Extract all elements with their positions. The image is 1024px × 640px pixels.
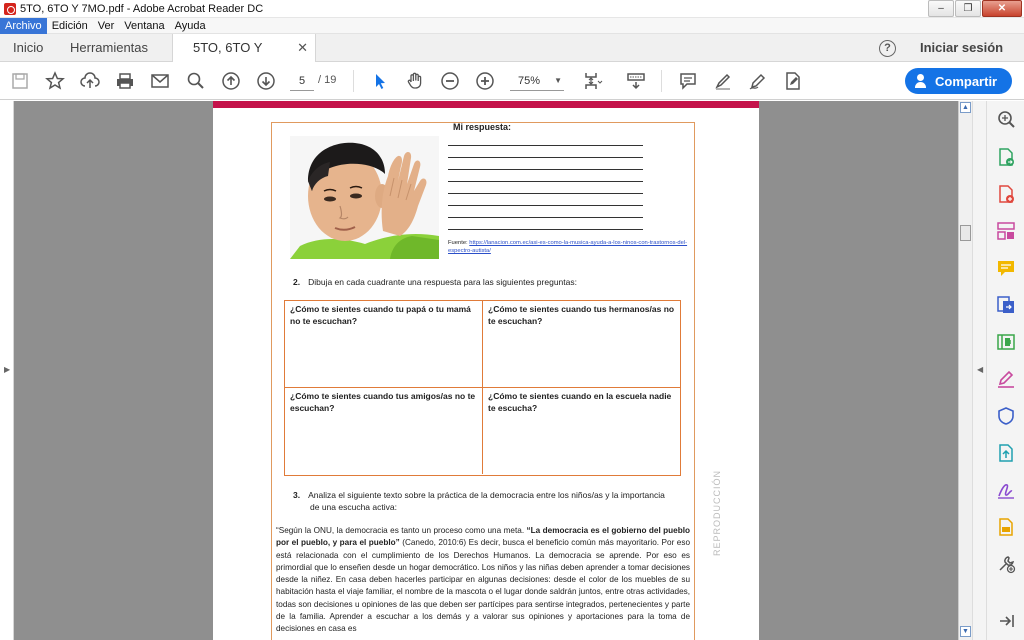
- draw-sign-icon[interactable]: [747, 70, 769, 92]
- window-controls: [927, 0, 1022, 18]
- paragraph-start: “Según la ONU, la democracia es tanto un proceso como una meta.: [276, 526, 527, 535]
- question-3: [293, 489, 693, 513]
- star-icon[interactable]: [44, 70, 66, 92]
- scroll-mode-icon[interactable]: [625, 70, 647, 92]
- tab-tools[interactable]: Herramientas: [70, 40, 149, 55]
- page-number-input[interactable]: [290, 71, 314, 91]
- menu-bar: [0, 18, 1024, 34]
- scroll-up-icon[interactable]: ▲: [960, 102, 971, 113]
- request-signature-icon[interactable]: [996, 480, 1016, 500]
- menu-ventana[interactable]: Ventana: [124, 19, 165, 32]
- paragraph-rest: (Canedo, 2010:6) Es decir, busca el beneficio común más mayoritario. Por eso está relacionada con el cumplimiento de los Derechos Humanos. La democracia se aprende. Por eso es primordial que lo enseñen desde un hogar democrático. Los niños y las niñas deben aprender a tomar decisiones desde la niñez. En casa deben hacerles participar en algunas decisiones: desde el color de los muebles de su habitación hasta el viaje familiar, el nombre de la mascota o el lugar donde saldrán juntos, entre otras actividades, todas son decisiones u opiniones de las que deben ser partícipes para sentirse integrados, pertenecientes y parte de la familia. Aprender a escuchar a los demás y a valorar sus opiniones y aportaciones para la toma de decisiones en casa es: [276, 538, 690, 634]
- page-header-band: [213, 101, 759, 108]
- answer-line: [448, 145, 643, 146]
- acrobat-app-icon: [4, 3, 16, 15]
- toolbar-divider: [353, 70, 354, 92]
- export-pdf-icon[interactable]: [996, 147, 1016, 167]
- source-label: Fuente:: [448, 240, 470, 246]
- answer-heading: Mi respuesta:: [453, 122, 512, 132]
- question-2-text: Dibuja en cada cuadrante una respuesta para las siguientes preguntas:: [308, 277, 577, 287]
- stamp-tool-icon[interactable]: [996, 517, 1016, 537]
- hand-tool-icon[interactable]: [404, 70, 426, 92]
- menu-edicion[interactable]: Edición: [51, 19, 88, 32]
- share-button[interactable]: [905, 68, 1012, 94]
- title-bar: [0, 0, 1024, 18]
- fill-and-sign-icon[interactable]: [996, 369, 1016, 389]
- source-citation: [448, 239, 688, 255]
- zoom-out-icon[interactable]: [439, 70, 461, 92]
- zoom-search-icon[interactable]: [185, 70, 207, 92]
- menu-ver[interactable]: Ver: [97, 19, 115, 32]
- tools-pane: [986, 101, 1024, 640]
- upload-cloud-icon[interactable]: [79, 70, 101, 92]
- tab-home[interactable]: Inicio: [13, 40, 44, 55]
- source-link[interactable]: https://lanacion.com.ec/asi-es-como-la-musica-ayuda-a-los-ninos-con-trastornos-del-espectro-autista/: [448, 240, 688, 254]
- answer-line: [448, 229, 643, 230]
- grid-cell-siblings: ¿Cómo te sientes cuando tus hermanos/as no te escuchan?: [482, 301, 680, 388]
- question-2-number: 2.: [293, 277, 301, 287]
- save-icon[interactable]: [9, 70, 31, 92]
- comment-tool-icon[interactable]: [996, 258, 1016, 278]
- paragraph-quote: “La democracia es el gobierno del pueblo por el pueblo, y para el pueblo”: [276, 526, 690, 548]
- select-cursor-icon[interactable]: [369, 70, 391, 92]
- protect-shield-icon[interactable]: [996, 406, 1016, 426]
- answer-line: [448, 217, 643, 218]
- scroll-down-icon[interactable]: ▼: [960, 626, 971, 637]
- close-window-button[interactable]: ✕: [982, 0, 1022, 17]
- share-button-label: Compartir: [935, 73, 998, 89]
- right-panel-toggle[interactable]: [972, 101, 986, 640]
- next-page-icon[interactable]: [255, 70, 277, 92]
- compress-pdf-icon[interactable]: [996, 332, 1016, 352]
- zoom-value: 75%: [518, 75, 541, 87]
- pdf-page: [213, 101, 759, 640]
- answer-line: [448, 157, 643, 158]
- combine-files-icon[interactable]: [996, 295, 1016, 315]
- menu-ayuda[interactable]: Ayuda: [174, 19, 206, 32]
- question-3-number: 3.: [293, 490, 301, 500]
- document-canvas[interactable]: [14, 101, 958, 640]
- page-fit-icon[interactable]: [582, 70, 604, 92]
- comment-icon[interactable]: [677, 70, 699, 92]
- help-icon[interactable]: ?: [879, 40, 896, 57]
- vertical-scrollbar[interactable]: [958, 101, 972, 640]
- signin-button[interactable]: Iniciar sesión: [920, 40, 1004, 55]
- chevron-right-icon: ▶: [4, 365, 11, 374]
- tab-document-label: 5TO, 6TO Y: [193, 40, 263, 55]
- watermark-text: REPRODUCCIÓN: [712, 469, 722, 556]
- answer-line: [448, 193, 643, 194]
- question-3-text: Analiza el siguiente texto sobre la práctica de la democracia entre los niños/as y la importancia: [308, 490, 665, 500]
- democracy-paragraph: [276, 525, 690, 636]
- print-icon[interactable]: [114, 70, 136, 92]
- chevron-left-icon: ◀: [977, 365, 984, 374]
- collapse-pane-icon[interactable]: [996, 611, 1016, 631]
- tab-bar: [0, 34, 1024, 62]
- send-for-review-icon[interactable]: [996, 443, 1016, 463]
- organize-pages-icon[interactable]: [996, 221, 1016, 241]
- grid-cell-parents: ¿Cómo te sientes cuando tu papá o tu mamá no te escuchan?: [290, 304, 471, 326]
- answer-line: [448, 169, 643, 170]
- page-total: / 19: [318, 74, 337, 86]
- person-add-icon: [915, 74, 929, 88]
- grid-cell-friends: ¿Cómo te sientes cuando tus amigos/as no te escuchan?: [285, 387, 483, 474]
- restore-button[interactable]: ❐: [955, 0, 981, 17]
- email-icon[interactable]: [149, 70, 171, 92]
- boy-listening-photo: [290, 136, 439, 259]
- answer-line: [448, 205, 643, 206]
- more-tools-icon[interactable]: [996, 554, 1016, 574]
- question-2: [293, 277, 577, 287]
- tab-document[interactable]: [172, 34, 316, 63]
- question-3-text-cont: de una escucha activa:: [310, 502, 397, 512]
- scroll-thumb[interactable]: [960, 225, 971, 241]
- minimize-button[interactable]: –: [928, 0, 954, 17]
- drawing-grid: [284, 300, 681, 476]
- left-panel-toggle[interactable]: [0, 101, 14, 640]
- tab-close-icon[interactable]: ✕: [297, 40, 308, 55]
- answer-line: [448, 181, 643, 182]
- grid-cell-school: ¿Cómo te sientes cuando en la escuela nadie te escucha?: [482, 387, 680, 474]
- search-zoom-icon[interactable]: [996, 109, 1016, 129]
- window-title: 5TO, 6TO Y 7MO.pdf - Adobe Acrobat Reader DC: [20, 2, 264, 15]
- fill-sign-icon[interactable]: [782, 70, 804, 92]
- zoom-in-icon[interactable]: [474, 70, 496, 92]
- toolbar-divider: [661, 70, 662, 92]
- previous-page-icon[interactable]: [220, 70, 242, 92]
- highlight-pen-icon[interactable]: [712, 70, 734, 92]
- create-pdf-icon[interactable]: [996, 184, 1016, 204]
- chevron-down-icon: ▼: [554, 76, 562, 85]
- zoom-select[interactable]: [510, 71, 564, 91]
- menu-archivo[interactable]: Archivo: [0, 18, 47, 34]
